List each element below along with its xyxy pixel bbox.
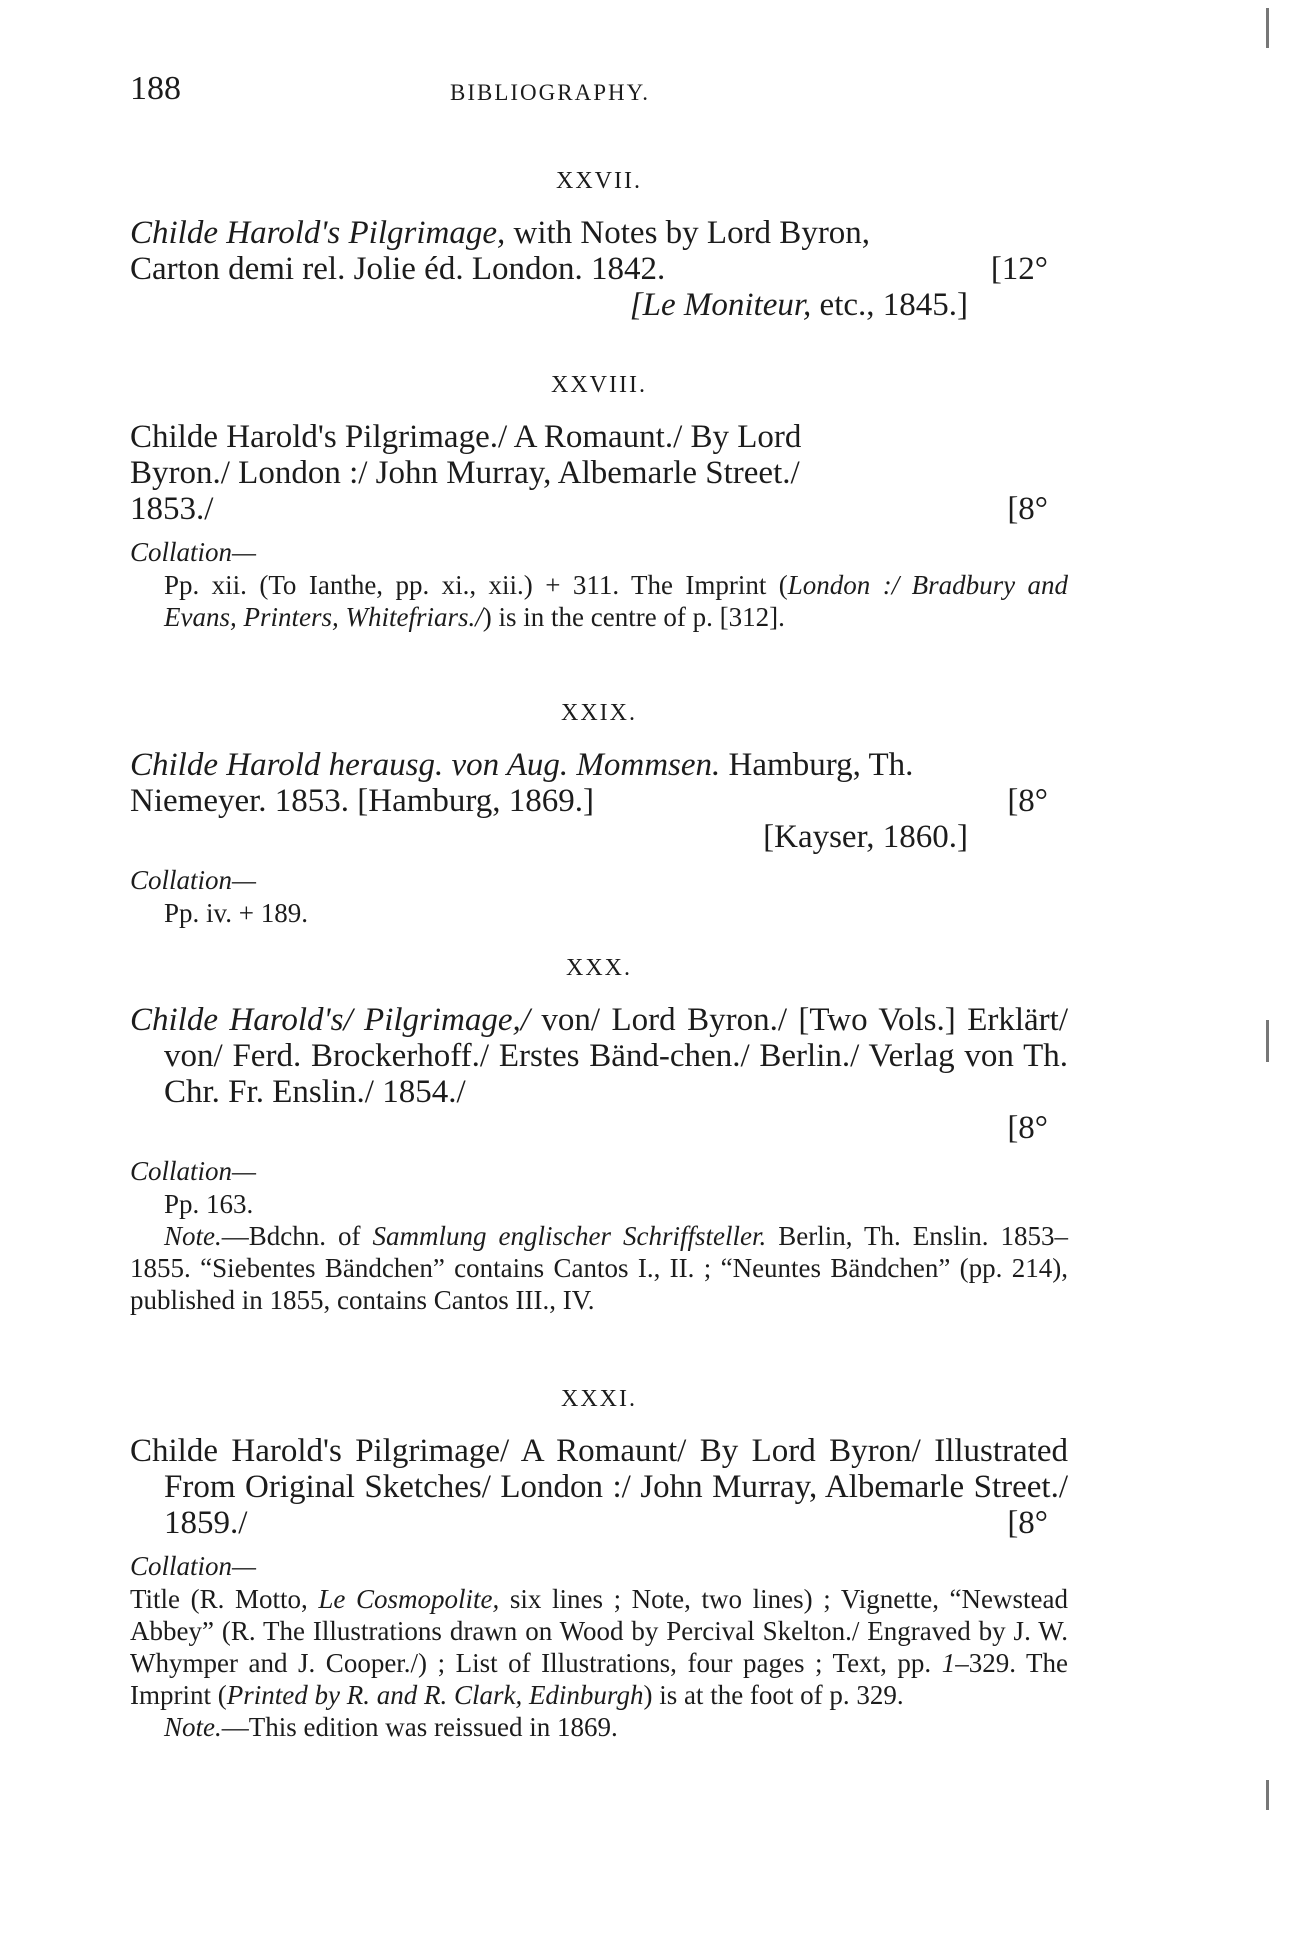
collation-heading: Collation—	[130, 1551, 257, 1581]
collation-text: Pp. xii. (To Ianthe, pp. xi., xii.) + 311. The Imprint (London :/ Bradbury and Evans, Printers, Whitefriars./) is in the centre of p. [312].	[164, 570, 1069, 632]
entry-xxix	[130, 700, 1068, 929]
title-rest: Hamburg, Th.	[720, 747, 914, 783]
collation-text: Pp. 163.	[164, 1189, 254, 1219]
collation-text: Title (R. Motto, Le Cosmopolite, six lines ; Note, two lines) ; Vignette, “Newstead Abbey” (R. The Illustrations drawn on Wood by Percival Skelton./ Engraved by J. W. Whymper and J. Cooper./) ; List of Illustrations, four pages ; Text, pp. 1–329. The Imprint (Printed by R. and R. Clark, Edinburgh) is at the foot of p. 329.	[130, 1584, 1069, 1710]
note-label: Note.	[164, 1221, 222, 1251]
entry-xxviii	[130, 372, 1068, 633]
note-label: Note.	[164, 1712, 222, 1742]
collation-heading: Collation—	[130, 1156, 257, 1186]
entry-title	[130, 419, 1068, 527]
entry-xxvii	[130, 168, 1068, 323]
collation-heading: Collation—	[130, 537, 257, 567]
format: [8°	[1007, 783, 1048, 819]
margin-mark	[1266, 8, 1269, 48]
format: [12°	[990, 251, 1048, 287]
title-italic: Childe Harold's/ Pilgrimage,/	[130, 1002, 530, 1038]
entry-numeral: XXVIII.	[551, 372, 647, 398]
entry-title: Childe Harold's Pilgrimage/ A Romaunt/ By Lord Byron/ Illustrated From Original Sketches/ London :/ John Murray, Albemarle Street./ 1859./	[130, 1433, 1068, 1541]
entry-numeral: XXX.	[566, 955, 632, 981]
page-number: 188	[130, 70, 181, 107]
entry-title	[130, 215, 1068, 323]
margin-mark	[1266, 1780, 1269, 1810]
format: [8°	[1007, 1505, 1048, 1541]
citation-rest: etc., 1845.]	[811, 287, 968, 323]
title-line2: Carton demi rel. Jolie éd. London. 1842.	[130, 251, 666, 287]
note-text: Note.—This edition was reissued in 1869.	[164, 1712, 618, 1742]
entry-title	[130, 747, 1068, 855]
note-text: Note.—Bdchn. of Sammlung englischer Schriffsteller. Berlin, Th. Enslin. 1853–1855. “Siebentes Bändchen” contains Cantos I., II. ; “Neuntes Bändchen” (pp. 214), published in 1855, contains Cantos III., IV.	[130, 1221, 1069, 1315]
title-italic: Childe Harold's Pilgrimage,	[130, 215, 506, 251]
title-rest: with Notes by Lord Byron,	[505, 215, 871, 251]
running-title: BIBLIOGRAPHY.	[450, 80, 651, 105]
collation-heading: Collation—	[130, 865, 257, 895]
citation-italic: [Le Moniteur,	[629, 287, 812, 323]
entry-title	[130, 1002, 1068, 1110]
collation-text: Pp. iv. + 189.	[164, 898, 308, 928]
citation: [Kayser, 1860.]	[763, 819, 968, 855]
title-line2: Niemeyer. 1853. [Hamburg, 1869.]	[130, 783, 595, 819]
entry-numeral: XXVII.	[556, 168, 642, 194]
format: [8°	[1007, 491, 1048, 527]
margin-mark	[1266, 1020, 1269, 1062]
entry-xxxi	[130, 1386, 1068, 1743]
page-header	[130, 70, 1070, 114]
entry-numeral: XXXI.	[561, 1386, 637, 1412]
format: [8°	[1007, 1110, 1048, 1146]
entry-xxx	[130, 955, 1068, 1316]
title-italic: Childe Harold herausg. von Aug. Mommsen.	[130, 747, 721, 783]
title-line2: Byron./ London :/ John Murray, Albemarle Street./	[130, 455, 800, 491]
title-rest: von/ Lord Byron./ [Two Vols.] Erklärt/ von/ Ferd. Brockerhoff./ Erstes Bänd-chen./ Berlin./ Verlag von Th. Chr. Fr. Enslin./ 1854./	[164, 1002, 1068, 1110]
title-line3: 1853./	[130, 491, 214, 527]
title-line1: Childe Harold's Pilgrimage./ A Romaunt./ By Lord	[130, 419, 802, 455]
entry-numeral: XXIX.	[561, 700, 637, 726]
